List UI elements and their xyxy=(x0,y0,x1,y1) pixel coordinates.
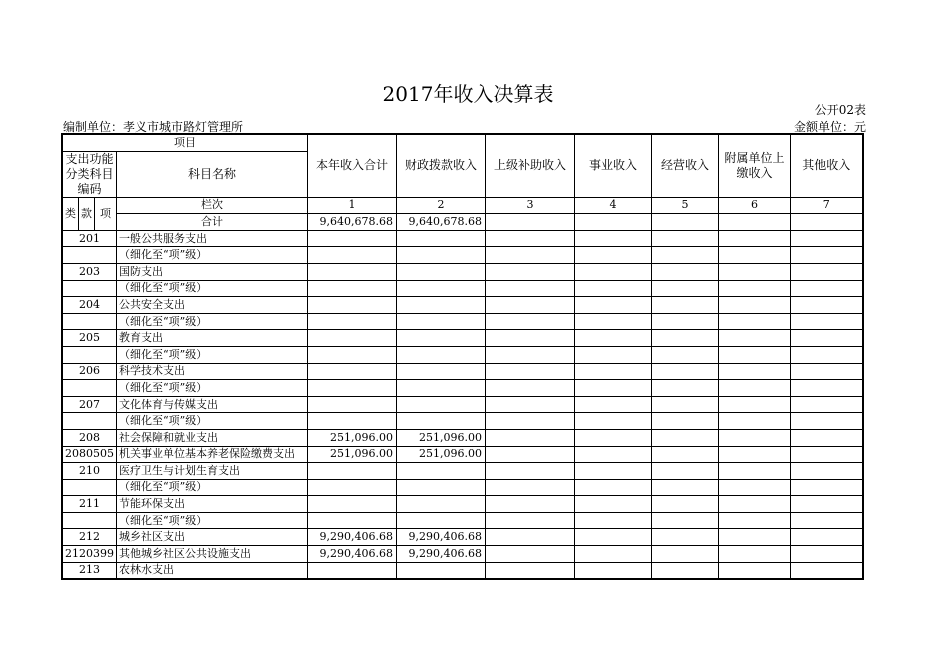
col-no-6: 6 xyxy=(719,197,791,214)
income-cell-col-3 xyxy=(486,429,575,446)
income-cell-col-7 xyxy=(791,413,863,430)
income-cell-col-3 xyxy=(486,496,575,513)
income-cell-col-4 xyxy=(575,429,652,446)
income-cell-col-3 xyxy=(486,413,575,430)
income-cell-col-6 xyxy=(719,363,791,380)
subject-code-cell xyxy=(62,479,117,496)
total-income-cell xyxy=(308,380,397,397)
income-cell-col-7 xyxy=(791,546,863,563)
income-cell-col-6 xyxy=(719,429,791,446)
table-row xyxy=(62,479,863,496)
header-col-2: 财政拨款收入 xyxy=(397,134,486,197)
subject-name-cell: （细化至“项”级） xyxy=(117,413,308,430)
table-row xyxy=(62,330,863,347)
total-income-cell xyxy=(308,330,397,347)
subject-name-cell: （细化至“项”级） xyxy=(117,313,308,330)
table-row xyxy=(62,546,863,563)
table-row xyxy=(62,230,863,247)
fiscal-income-cell xyxy=(397,363,486,380)
fiscal-income-cell xyxy=(397,496,486,513)
subject-code-cell: 201 xyxy=(62,230,117,247)
subject-name-cell: 医疗卫生与计划生育支出 xyxy=(117,463,308,480)
income-cell-col-4 xyxy=(575,346,652,363)
total-income-cell xyxy=(308,297,397,314)
subject-name-cell: 节能环保支出 xyxy=(117,496,308,513)
subject-name-cell: 农林水支出 xyxy=(117,562,308,579)
income-cell-col-3 xyxy=(486,346,575,363)
col-no-5: 5 xyxy=(652,197,719,214)
total-income-cell xyxy=(308,479,397,496)
col-no-2: 2 xyxy=(397,197,486,214)
income-cell-col-5 xyxy=(652,512,719,529)
total-income-cell xyxy=(308,363,397,380)
fiscal-income-cell: 251,096.00 xyxy=(397,429,486,446)
income-cell-col-5 xyxy=(652,297,719,314)
income-cell-col-4 xyxy=(575,297,652,314)
subject-code-cell xyxy=(62,346,117,363)
fiscal-income-cell xyxy=(397,346,486,363)
table-row xyxy=(62,512,863,529)
income-cell-col-5 xyxy=(652,346,719,363)
header-col-6: 附属单位上缴收入 xyxy=(719,134,791,197)
table-row xyxy=(62,529,863,546)
fiscal-income-cell xyxy=(397,230,486,247)
subject-name-cell: 其他城乡社区公共设施支出 xyxy=(117,546,308,563)
header-code-group: 支出功能分类科目编码 xyxy=(62,151,117,197)
subject-name-cell: 公共安全支出 xyxy=(117,297,308,314)
income-cell-col-3 xyxy=(486,479,575,496)
income-cell-col-4 xyxy=(575,313,652,330)
subject-code-cell: 210 xyxy=(62,463,117,480)
col-no-1: 1 xyxy=(308,197,397,214)
fiscal-income-cell: 251,096.00 xyxy=(397,446,486,463)
income-cell-col-3 xyxy=(486,512,575,529)
table-row xyxy=(62,396,863,413)
income-cell-col-7 xyxy=(791,330,863,347)
income-cell-col-3 xyxy=(486,214,575,231)
subject-code-cell xyxy=(62,413,117,430)
subject-name-cell: 科学技术支出 xyxy=(117,363,308,380)
subject-name-cell: 一般公共服务支出 xyxy=(117,230,308,247)
subject-code-cell: 211 xyxy=(62,496,117,513)
subject-code-cell: 212 xyxy=(62,529,117,546)
fiscal-income-cell xyxy=(397,313,486,330)
subject-code-cell: 204 xyxy=(62,297,117,314)
income-cell-col-6 xyxy=(719,546,791,563)
income-cell-col-4 xyxy=(575,479,652,496)
income-cell-col-7 xyxy=(791,463,863,480)
income-cell-col-6 xyxy=(719,214,791,231)
income-cell-col-3 xyxy=(486,562,575,579)
income-cell-col-3 xyxy=(486,330,575,347)
total-income-cell: 251,096.00 xyxy=(308,429,397,446)
income-cell-col-4 xyxy=(575,214,652,231)
income-cell-col-3 xyxy=(486,446,575,463)
income-cell-col-3 xyxy=(486,546,575,563)
total-income-cell: 251,096.00 xyxy=(308,446,397,463)
subject-name-cell: （细化至“项”级） xyxy=(117,380,308,397)
fiscal-income-cell: 9,290,406.68 xyxy=(397,546,486,563)
header-subject-name: 科目名称 xyxy=(117,151,308,197)
total-income-cell xyxy=(308,413,397,430)
subject-name-cell: （细化至“项”级） xyxy=(117,512,308,529)
income-cell-col-5 xyxy=(652,496,719,513)
fiscal-income-cell xyxy=(397,562,486,579)
total-income-cell xyxy=(308,280,397,297)
subject-code-cell: 203 xyxy=(62,263,117,280)
fiscal-income-cell xyxy=(397,330,486,347)
income-cell-col-6 xyxy=(719,562,791,579)
table-row xyxy=(62,346,863,363)
total-income-cell: 9,640,678.68 xyxy=(308,214,397,231)
income-cell-col-4 xyxy=(575,496,652,513)
report-title: 2017年收入决算表 xyxy=(382,82,554,106)
income-cell-col-5 xyxy=(652,313,719,330)
income-cell-col-7 xyxy=(791,263,863,280)
subject-code-cell: 2120399 xyxy=(62,546,117,563)
total-income-cell: 9,290,406.68 xyxy=(308,546,397,563)
subject-name-cell: 国防支出 xyxy=(117,263,308,280)
income-cell-col-6 xyxy=(719,263,791,280)
income-cell-col-3 xyxy=(486,263,575,280)
subject-code-cell: 206 xyxy=(62,363,117,380)
table-row xyxy=(62,214,863,231)
income-cell-col-4 xyxy=(575,546,652,563)
income-cell-col-4 xyxy=(575,562,652,579)
fiscal-income-cell xyxy=(397,463,486,480)
row-label: 栏次 xyxy=(117,197,308,214)
table-row xyxy=(62,446,863,463)
fiscal-income-cell: 9,290,406.68 xyxy=(397,529,486,546)
fiscal-income-cell xyxy=(397,512,486,529)
total-income-cell xyxy=(308,496,397,513)
subject-code-cell xyxy=(62,247,117,264)
header-col-7: 其他收入 xyxy=(791,134,863,197)
header-col-1: 本年收入合计 xyxy=(308,134,397,197)
fiscal-income-cell xyxy=(397,479,486,496)
income-cell-col-5 xyxy=(652,330,719,347)
fiscal-income-cell xyxy=(397,297,486,314)
header-xiang: 项 xyxy=(95,197,117,230)
income-cell-col-5 xyxy=(652,429,719,446)
total-income-cell xyxy=(308,396,397,413)
col-no-3: 3 xyxy=(486,197,575,214)
header-col-3: 上级补助收入 xyxy=(486,134,575,197)
income-cell-col-7 xyxy=(791,363,863,380)
subject-name-cell: 合计 xyxy=(117,214,308,231)
income-cell-col-4 xyxy=(575,263,652,280)
subject-code-cell xyxy=(62,280,117,297)
table-row xyxy=(62,496,863,513)
header-col-5: 经营收入 xyxy=(652,134,719,197)
income-cell-col-5 xyxy=(652,446,719,463)
income-cell-col-6 xyxy=(719,396,791,413)
income-cell-col-7 xyxy=(791,479,863,496)
income-cell-col-6 xyxy=(719,413,791,430)
fiscal-income-cell xyxy=(397,280,486,297)
income-cell-col-7 xyxy=(791,562,863,579)
header-col-4: 事业收入 xyxy=(575,134,652,197)
income-cell-col-6 xyxy=(719,529,791,546)
header-kuan: 款 xyxy=(79,197,95,230)
header-lei: 类 xyxy=(62,197,79,230)
fiscal-income-cell xyxy=(397,263,486,280)
income-cell-col-5 xyxy=(652,413,719,430)
col-no-7: 7 xyxy=(791,197,863,214)
income-cell-col-7 xyxy=(791,396,863,413)
fiscal-income-cell xyxy=(397,247,486,264)
income-cell-col-3 xyxy=(486,396,575,413)
income-cell-col-6 xyxy=(719,346,791,363)
table-row xyxy=(62,247,863,264)
income-cell-col-6 xyxy=(719,479,791,496)
total-income-cell xyxy=(308,512,397,529)
income-cell-col-4 xyxy=(575,330,652,347)
income-cell-col-4 xyxy=(575,396,652,413)
income-cell-col-5 xyxy=(652,363,719,380)
income-cell-col-4 xyxy=(575,512,652,529)
fiscal-income-cell: 9,640,678.68 xyxy=(397,214,486,231)
total-income-cell xyxy=(308,346,397,363)
income-cell-col-6 xyxy=(719,280,791,297)
table-row xyxy=(62,313,863,330)
subject-name-cell: 城乡社区支出 xyxy=(117,529,308,546)
table-row xyxy=(62,562,863,579)
income-cell-col-7 xyxy=(791,512,863,529)
income-cell-col-4 xyxy=(575,380,652,397)
total-income-cell xyxy=(308,230,397,247)
fiscal-income-cell xyxy=(397,380,486,397)
income-cell-col-7 xyxy=(791,529,863,546)
subject-name-cell: 文化体育与传媒支出 xyxy=(117,396,308,413)
income-cell-col-5 xyxy=(652,529,719,546)
income-cell-col-3 xyxy=(486,230,575,247)
income-cell-col-6 xyxy=(719,330,791,347)
income-cell-col-3 xyxy=(486,529,575,546)
income-cell-col-7 xyxy=(791,313,863,330)
income-cell-col-5 xyxy=(652,479,719,496)
table-row xyxy=(62,380,863,397)
income-cell-col-5 xyxy=(652,546,719,563)
income-cell-col-3 xyxy=(486,363,575,380)
income-cell-col-6 xyxy=(719,313,791,330)
income-cell-col-6 xyxy=(719,446,791,463)
total-income-cell xyxy=(308,247,397,264)
subject-name-cell: （细化至“项”级） xyxy=(117,346,308,363)
compiling-unit: 编制单位：孝义市城市路灯管理所 xyxy=(63,120,244,134)
table-row xyxy=(62,263,863,280)
subject-code-cell: 2080505 xyxy=(62,446,117,463)
income-table xyxy=(61,133,864,580)
income-cell-col-5 xyxy=(652,214,719,231)
income-cell-col-4 xyxy=(575,529,652,546)
subject-name-cell: 社会保障和就业支出 xyxy=(117,429,308,446)
income-cell-col-3 xyxy=(486,297,575,314)
income-cell-col-5 xyxy=(652,280,719,297)
income-cell-col-4 xyxy=(575,280,652,297)
subject-code-cell: 207 xyxy=(62,396,117,413)
subject-code-cell xyxy=(62,313,117,330)
subject-code-cell: 213 xyxy=(62,562,117,579)
income-cell-col-6 xyxy=(719,496,791,513)
form-number: 公开02表 xyxy=(814,103,866,117)
income-cell-col-6 xyxy=(719,512,791,529)
income-cell-col-5 xyxy=(652,263,719,280)
income-cell-col-6 xyxy=(719,230,791,247)
income-cell-col-6 xyxy=(719,247,791,264)
table-row xyxy=(62,463,863,480)
col-no-4: 4 xyxy=(575,197,652,214)
income-cell-col-3 xyxy=(486,463,575,480)
income-cell-col-3 xyxy=(486,280,575,297)
income-cell-col-4 xyxy=(575,463,652,480)
income-cell-col-7 xyxy=(791,380,863,397)
subject-code-cell: 205 xyxy=(62,330,117,347)
total-income-cell xyxy=(308,463,397,480)
subject-code-cell xyxy=(62,512,117,529)
table-row xyxy=(62,297,863,314)
fiscal-income-cell xyxy=(397,413,486,430)
header-project: 项目 xyxy=(62,134,308,151)
subject-code-cell: 208 xyxy=(62,429,117,446)
income-cell-col-6 xyxy=(719,297,791,314)
income-cell-col-7 xyxy=(791,429,863,446)
income-cell-col-5 xyxy=(652,380,719,397)
total-income-cell xyxy=(308,313,397,330)
subject-name-cell: （细化至“项”级） xyxy=(117,280,308,297)
income-cell-col-6 xyxy=(719,463,791,480)
income-cell-col-5 xyxy=(652,230,719,247)
income-cell-col-7 xyxy=(791,346,863,363)
subject-name-cell: 教育支出 xyxy=(117,330,308,347)
income-cell-col-7 xyxy=(791,496,863,513)
subject-name-cell: （细化至“项”级） xyxy=(117,247,308,264)
fiscal-income-cell xyxy=(397,396,486,413)
total-income-cell xyxy=(308,263,397,280)
income-cell-col-4 xyxy=(575,247,652,264)
income-cell-col-5 xyxy=(652,247,719,264)
table-row xyxy=(62,363,863,380)
income-cell-col-7 xyxy=(791,247,863,264)
table-row xyxy=(62,429,863,446)
total-income-cell: 9,290,406.68 xyxy=(308,529,397,546)
amount-unit: 金额单位：元 xyxy=(793,120,866,134)
income-cell-col-6 xyxy=(719,380,791,397)
subject-name-cell: （细化至“项”级） xyxy=(117,479,308,496)
subject-name-cell: 机关事业单位基本养老保险缴费支出 xyxy=(117,446,308,463)
subject-code-cell xyxy=(62,380,117,397)
total-income-cell xyxy=(308,562,397,579)
income-cell-col-4 xyxy=(575,413,652,430)
income-cell-col-7 xyxy=(791,230,863,247)
income-cell-col-3 xyxy=(486,380,575,397)
income-cell-col-5 xyxy=(652,396,719,413)
income-cell-col-3 xyxy=(486,313,575,330)
income-cell-col-4 xyxy=(575,230,652,247)
table-row xyxy=(62,280,863,297)
income-cell-col-7 xyxy=(791,214,863,231)
income-cell-col-5 xyxy=(652,463,719,480)
income-cell-col-4 xyxy=(575,446,652,463)
table-row xyxy=(62,413,863,430)
income-cell-col-7 xyxy=(791,446,863,463)
income-cell-col-7 xyxy=(791,297,863,314)
income-cell-col-5 xyxy=(652,562,719,579)
income-cell-col-3 xyxy=(486,247,575,264)
income-cell-col-7 xyxy=(791,280,863,297)
income-cell-col-4 xyxy=(575,363,652,380)
